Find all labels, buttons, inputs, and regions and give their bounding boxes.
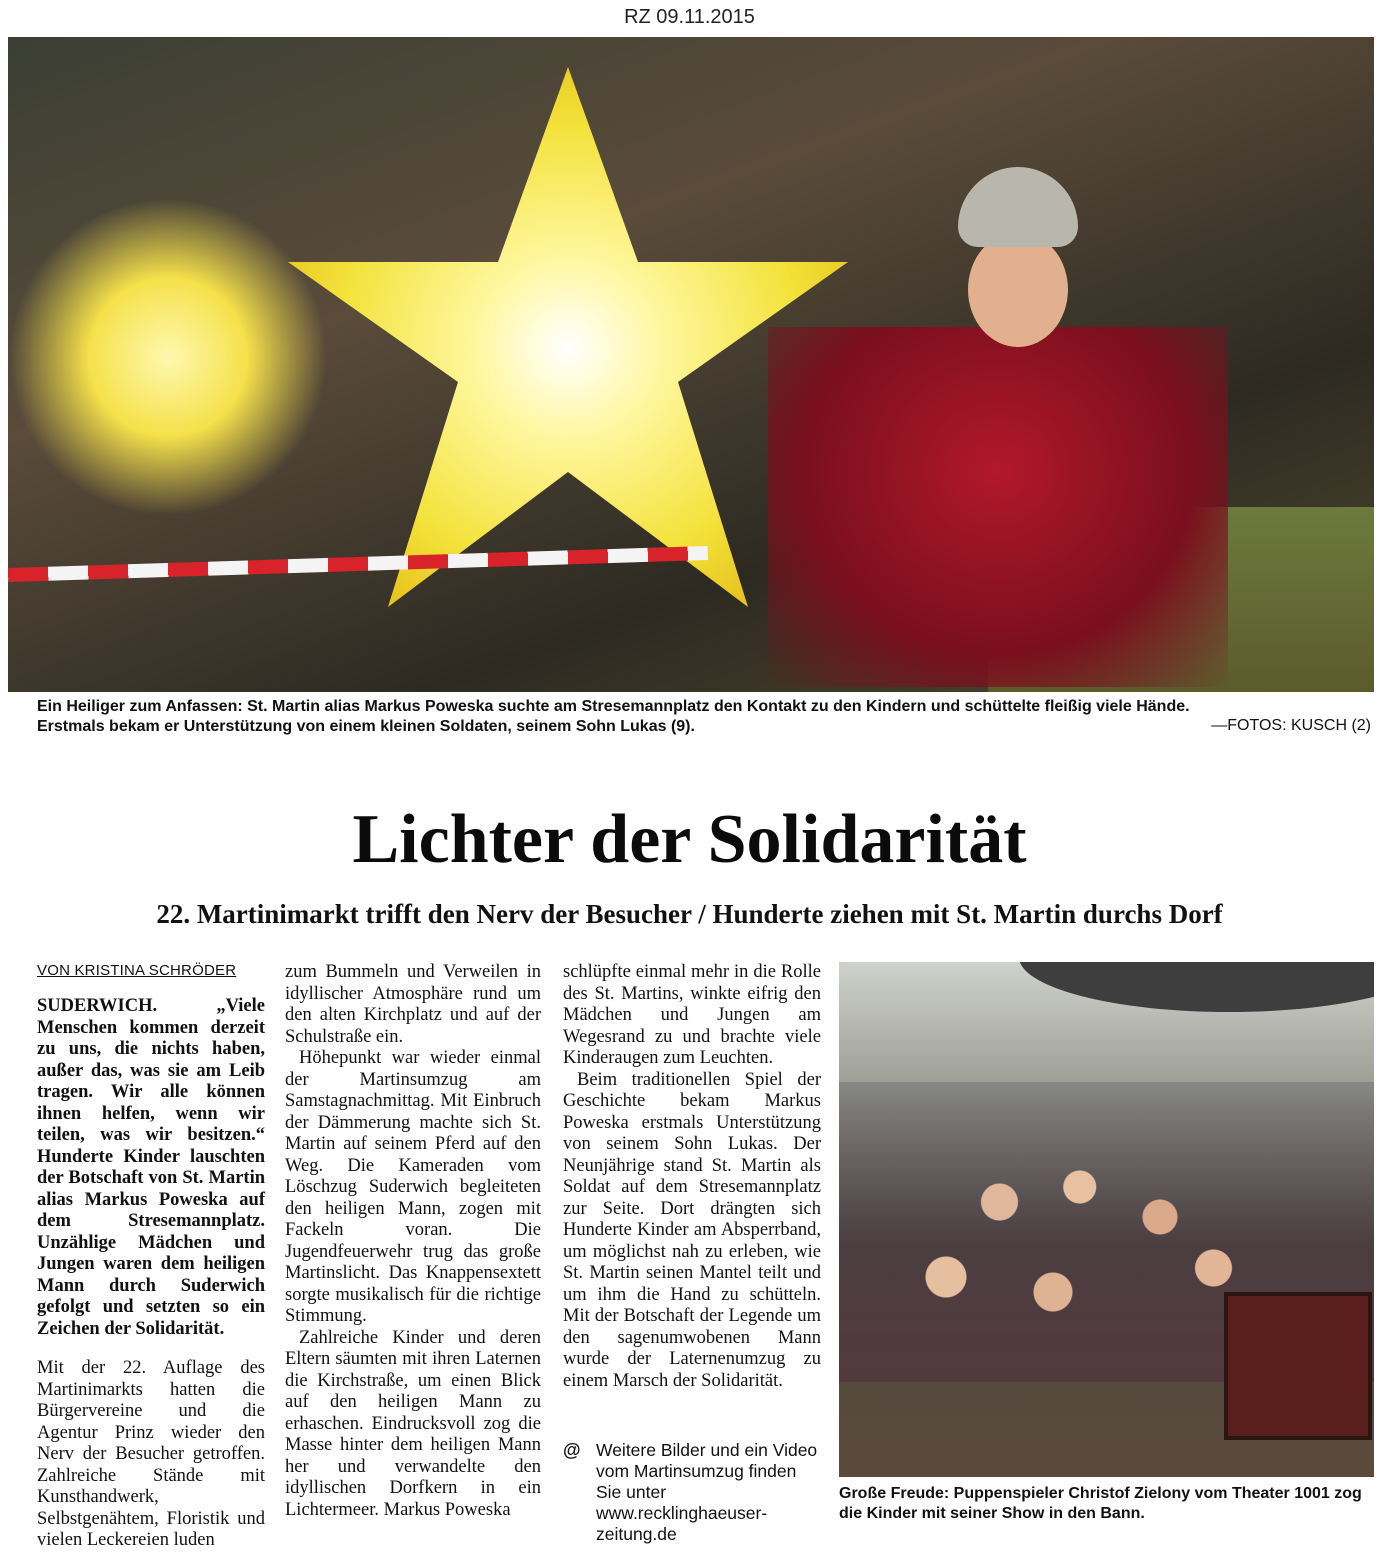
body-paragraph-2: Höhepunkt war wieder einmal der Martinsumzug am Samstagnachmittag. Mit Einbruch der Dämmerung machte sich St. Martin auf seinem Pferd auf den Weg. Die Kameraden vom Löschzug Suderwich begleiteten den heiligen Mann, zogen mit Fackeln voran. Die Jugendfeuerwehr trug das große Martinslicht. Das Knappensextett sorgte musikalisch für die richtige Stimmung. [285, 1048, 541, 1326]
body-paragraph-1-cont: zum Bummeln und Verweilen in idyllischer Atmosphäre rund um den alten Kirchplatz und auf der Schulstraße ein. [285, 962, 541, 1047]
right-photo [839, 962, 1374, 1477]
top-caption-line-1: Ein Heiliger zum Anfassen: St. Martin alias Markus Poweska suchte am Stresemannplatz den Kontakt zu den Kindern und schüttelte fleißig viele Hände. [37, 698, 1190, 715]
photo-credit: —FOTOS: KUSCH (2) [1211, 717, 1371, 734]
photo-helmet [958, 167, 1078, 247]
byline: VON KRISTINA SCHRÖDER [37, 962, 237, 979]
headline: Lichter der Solidarität [352, 801, 1027, 878]
subheadline: 22. Martinimarkt trifft den Nerv der Besucher / Hunderte ziehen mit St. Martin durchs Dorf [156, 899, 1223, 929]
web-info-box[interactable] [563, 1440, 821, 1545]
web-info-text[interactable]: Weitere Bilder und ein Video vom Martinsumzug finden Sie unter www.recklinghaeuser-zeitung.de [596, 1440, 818, 1544]
lead-paragraph: SUDERWICH. „Viele Menschen kommen derzeit zu uns, die nichts haben, außer das, was sie am Leib tragen. Wir alle können ihnen helfen, wenn wir teilen, was wir besitzen.“ Hunderte Kinder lauschten der Botschaft von St. Martin alias Markus Poweska auf dem Stresemannplatz. Unzählige Mädchen und Jungen waren dem heiligen Mann durch Suderwich gefolgt und setzten so ein Zeichen der Solidarität. [37, 996, 265, 1339]
body-paragraph-4: Beim traditionellen Spiel der Geschichte bekam Markus Poweska erstmals Unterstützung von seinem Sohn Lukas. Der Neunjährige stand St. Martin als Soldat auf dem Stresemannplatz zur Seite. Dort drängten sich Hunderte Kinder am Absperrband, um möglichst nah zu erleben, wie St. Martin seinen Mantel teilt und um ihm die Hand zu schütteln. Mit der Botschaft der Legende um den sagenumwobenen Mann wurde der Laternenumzug zu einem Marsch der Solidarität. [563, 1069, 821, 1391]
right-photo-caption: Große Freude: Puppenspieler Christof Zielony vom Theater 1001 zog die Kinder mit seiner Show in den Bann. [839, 1485, 1362, 1522]
body-paragraph-1: Mit der 22. Auflage des Martinimarkts hatten die Bürgervereine und die Agentur Prinz wieder den Nerv der Besucher getroffen. Zahlreiche Stände mit Kunsthandwerk, Selbstgenähtem, Floristik und vielen Leckereien luden [37, 1358, 265, 1550]
photo-umbrella [1019, 962, 1374, 1012]
body-paragraph-3: Zahlreiche Kinder und deren Eltern säumten mit ihren Laternen die Kirchstraße, um einen Blick auf den heiligen Mann zu erhaschen. Eindrucksvoll zog die Masse hinter dem heiligen Mann her und verwandelte den idyllischen Dorfkern in ein Lichtermeer. Markus Poweska [285, 1327, 541, 1520]
top-photo [8, 37, 1374, 692]
article-column-1 [37, 996, 265, 1552]
source-date-stamp: RZ 09.11.2015 [624, 6, 755, 28]
at-icon: @ [563, 1440, 581, 1460]
photo-face [968, 232, 1068, 347]
photo-puppet-chest [1224, 1292, 1372, 1440]
top-caption-line-2: Erstmals bekam er Unterstützung von einem kleinen Soldaten, seinem Sohn Lukas (9). [37, 718, 695, 735]
top-photo-caption [37, 697, 1357, 737]
article-column-3 [563, 962, 821, 1392]
article-column-2 [285, 962, 541, 1521]
body-paragraph-3-cont: schlüpfte einmal mehr in die Rolle des St. Martins, winkte eifrig den Mädchen und Jungen am Wegesrand zu und brachte viele Kinderaugen zum Leuchten. [563, 962, 821, 1068]
